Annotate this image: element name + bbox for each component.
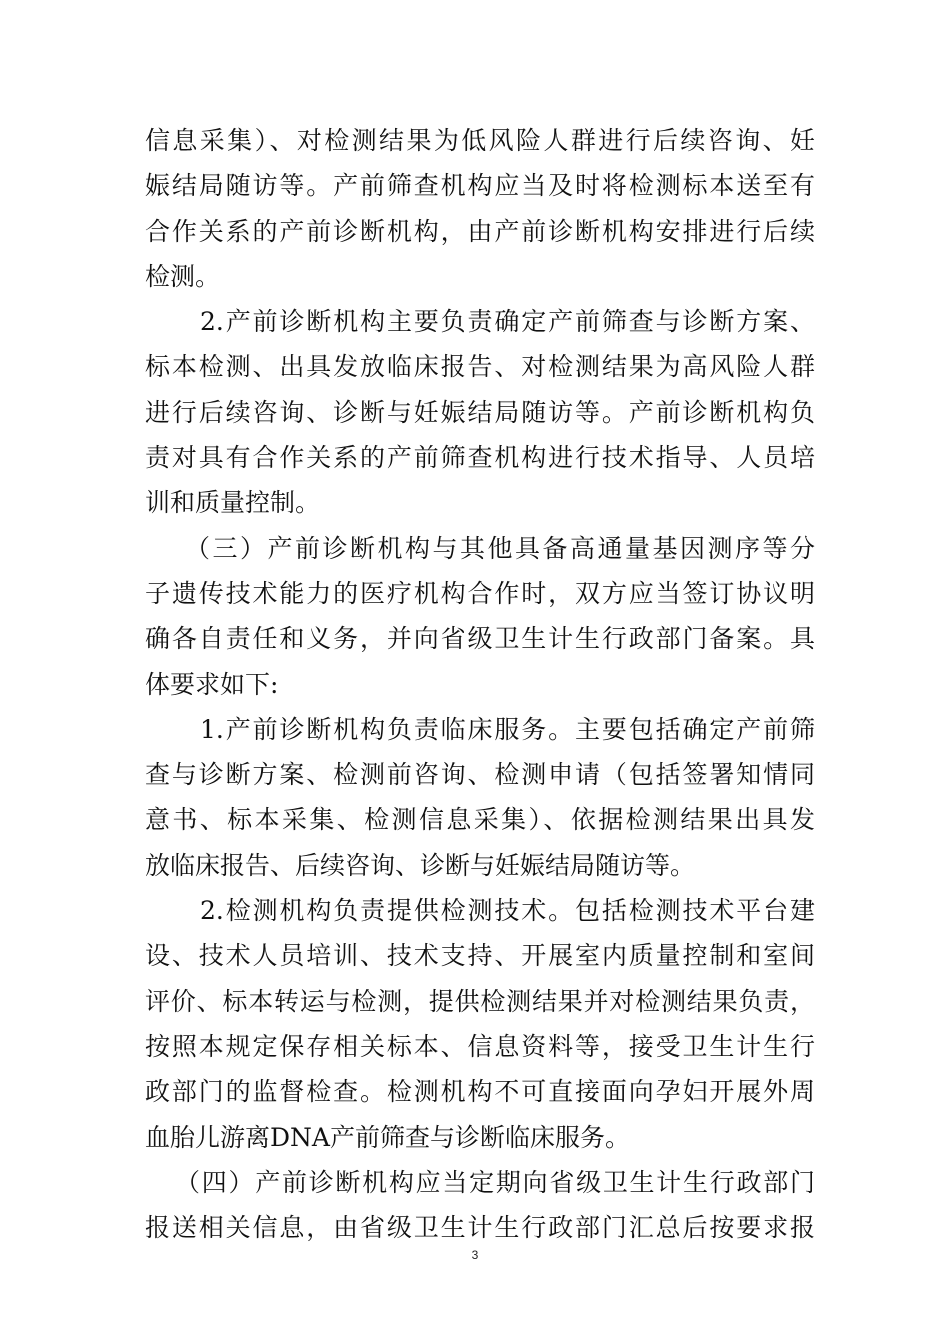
document-body xyxy=(145,118,815,1250)
text-line: 确各自责任和义务，并向省级卫生计生行政部门备案。具 xyxy=(145,624,815,654)
text-line: 标本检测、出具发放临床报告、对检测结果为高风险人群 xyxy=(145,352,815,382)
text-line: 意书、标本采集、检测信息采集）、依据检测结果出具发 xyxy=(145,805,815,835)
text-line: 合作关系的产前诊断机构，由产前诊断机构安排进行后续 xyxy=(145,216,815,246)
text-line: （三）产前诊断机构与其他具备高通量基因测序等分 xyxy=(185,533,815,563)
text-line: 政部门的监督检查。检测机构不可直接面向孕妇开展外周 xyxy=(145,1077,815,1107)
text-line: （四）产前诊断机构应当定期向省级卫生计生行政部门 xyxy=(175,1167,815,1197)
text-line: 查与诊断方案、检测前咨询、检测申请（包括签署知情同 xyxy=(145,760,815,790)
text-line: 进行后续咨询、诊断与妊娠结局随访等。产前诊断机构负 xyxy=(145,397,815,427)
text-line: 信息采集）、对检测结果为低风险人群进行后续咨询、妊 xyxy=(145,126,815,155)
text-line: 放临床报告、后续咨询、诊断与妊娠结局随访等。 xyxy=(145,850,696,880)
page-number: 3 xyxy=(471,1248,479,1262)
text-line: 按照本规定保存相关标本、信息资料等，接受卫生计生行 xyxy=(145,1031,815,1061)
text-line: 设、技术人员培训、技术支持、开展室内质量控制和室间 xyxy=(145,941,815,971)
text-line: 报送相关信息，由省级卫生计生行政部门汇总后按要求报 xyxy=(145,1213,815,1243)
text-line: 训和质量控制。 xyxy=(145,488,321,518)
text-line: 2.检测机构负责提供检测技术。包括检测技术平台建 xyxy=(200,896,815,926)
text-line: 娠结局随访等。产前筛查机构应当及时将检测标本送至有 xyxy=(145,171,815,201)
text-line: 检测。 xyxy=(145,261,221,291)
text-line: 子遗传技术能力的医疗机构合作时，双方应当签订协议明 xyxy=(145,578,815,608)
text-line: 体要求如下: xyxy=(145,669,279,699)
text-line: 评价、标本转运与检测，提供检测结果并对检测结果负责， xyxy=(145,986,815,1016)
text-line: 血胎儿游离DNA产前筛查与诊断临床服务。 xyxy=(145,1122,630,1152)
text-line: 1.产前诊断机构负责临床服务。主要包括确定产前筛 xyxy=(200,714,815,744)
text-line: 责对具有合作关系的产前筛查机构进行技术指导、人员培 xyxy=(145,443,815,473)
text-line: 2.产前诊断机构主要负责确定产前筛查与诊断方案、 xyxy=(200,307,815,337)
